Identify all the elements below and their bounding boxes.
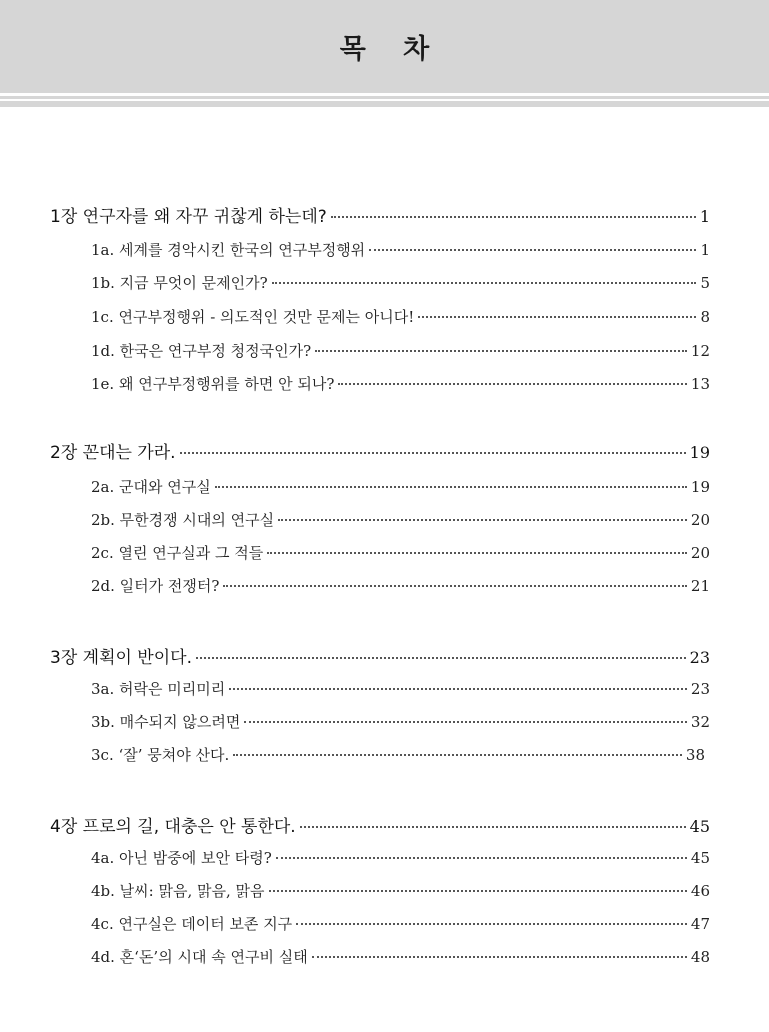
toc-section-4d[interactable] xyxy=(91,946,710,967)
section-title: 4a. 아닌 밤중에 보안 타령? xyxy=(91,849,272,867)
section-title: 4b. 날씨: 맑음, 맑음, 맑음 xyxy=(91,882,265,900)
toc-section-1a[interactable] xyxy=(91,239,710,260)
section-title: 4d. 혼‘돈’의 시대 속 연구비 실태 xyxy=(91,948,308,966)
page-number: 19 xyxy=(690,478,710,496)
dot-leader xyxy=(233,753,682,756)
section-title: 1d. 한국은 연구부정 청정국인가? xyxy=(91,342,312,360)
page-number: 48 xyxy=(690,948,710,966)
page-number: 12 xyxy=(690,342,710,360)
dot-leader xyxy=(312,955,687,958)
section-title: 1b. 지금 무엇이 문제인가? xyxy=(91,274,268,292)
toc-section-1d[interactable] xyxy=(91,340,710,361)
toc-section-1e[interactable] xyxy=(91,373,710,394)
toc-section-3b[interactable] xyxy=(91,711,710,732)
dot-leader xyxy=(180,451,686,454)
dot-leader xyxy=(315,349,687,352)
section-title: 1e. 왜 연구부정행위를 하면 안 되나? xyxy=(91,375,335,393)
page-number: 23 xyxy=(690,680,710,698)
page-number: 1 xyxy=(699,207,710,226)
section-title: 2b. 무한경쟁 시대의 연구실 xyxy=(91,511,275,529)
page-number: 46 xyxy=(690,882,710,900)
toc-section-2d[interactable] xyxy=(91,575,710,596)
page-number: 45 xyxy=(689,817,710,836)
page-number: 38 xyxy=(685,746,705,764)
page-number: 45 xyxy=(690,849,710,867)
page-number: 5 xyxy=(700,274,710,292)
page-number: 8 xyxy=(700,308,710,326)
page-title: 목 차 xyxy=(339,34,444,65)
toc-section-2a[interactable] xyxy=(91,476,710,497)
dot-leader xyxy=(196,656,686,659)
toc-chapter-3[interactable] xyxy=(50,643,710,668)
chapter-title: 2장 꼰대는 가라. xyxy=(50,443,176,463)
page-number: 1 xyxy=(700,241,710,259)
dot-leader xyxy=(369,248,696,251)
section-title: 1a. 세계를 경악시킨 한국의 연구부정행위 xyxy=(91,241,366,259)
dot-leader xyxy=(278,518,687,521)
dot-leader xyxy=(244,720,687,723)
page-number: 32 xyxy=(690,713,710,731)
page-number: 21 xyxy=(690,577,710,595)
dot-leader xyxy=(300,825,686,828)
toc-chapter-2[interactable] xyxy=(50,438,710,463)
dot-leader xyxy=(296,922,687,925)
section-title: 3a. 허락은 미리미리 xyxy=(91,680,226,698)
section-title: 2a. 군대와 연구실 xyxy=(91,478,211,496)
toc-section-1c[interactable] xyxy=(91,306,710,327)
chapter-title: 1장 연구자를 왜 자꾸 귀찮게 하는데? xyxy=(50,207,327,227)
toc-section-4c[interactable] xyxy=(91,913,710,934)
page-number: 13 xyxy=(690,375,710,393)
section-title: 1c. 연구부정행위 - 의도적인 것만 문제는 아니다! xyxy=(91,308,415,326)
chapter-title: 3장 계획이 반이다. xyxy=(50,648,192,668)
dot-leader xyxy=(276,856,687,859)
dot-leader xyxy=(272,281,697,284)
chapter-title: 4장 프로의 길, 대충은 안 통한다. xyxy=(50,817,296,837)
dot-leader xyxy=(223,584,686,587)
section-title: 4c. 연구실은 데이터 보존 지구 xyxy=(91,915,293,933)
page-number: 47 xyxy=(690,915,710,933)
divider-thick xyxy=(0,101,769,107)
page-number: 19 xyxy=(689,443,710,462)
dot-leader xyxy=(269,889,687,892)
toc-section-2c[interactable] xyxy=(91,542,710,563)
toc-section-4b[interactable] xyxy=(91,880,710,901)
section-title: 3c. ‘잘’ 뭉쳐야 산다. xyxy=(91,746,230,764)
dot-leader xyxy=(331,215,696,218)
page-number: 20 xyxy=(690,511,710,529)
toc-section-3a[interactable] xyxy=(91,678,710,699)
toc-section-3c[interactable] xyxy=(91,744,705,765)
toc-section-1b[interactable] xyxy=(91,272,710,293)
section-title: 3b. 매수되지 않으려면 xyxy=(91,713,241,731)
page-number: 23 xyxy=(689,648,710,667)
divider-thin xyxy=(0,96,769,99)
page-number: 20 xyxy=(690,544,710,562)
dot-leader xyxy=(418,315,696,318)
toc-chapter-1[interactable] xyxy=(50,202,710,227)
dot-leader xyxy=(229,687,687,690)
toc-section-2b[interactable] xyxy=(91,509,710,530)
section-title: 2d. 일터가 전쟁터? xyxy=(91,577,220,595)
toc-chapter-4[interactable] xyxy=(50,812,710,837)
dot-leader xyxy=(338,382,686,385)
toc-section-4a[interactable] xyxy=(91,847,710,868)
dot-leader xyxy=(267,551,687,554)
section-title: 2c. 열린 연구실과 그 적들 xyxy=(91,544,264,562)
dot-leader xyxy=(215,485,687,488)
